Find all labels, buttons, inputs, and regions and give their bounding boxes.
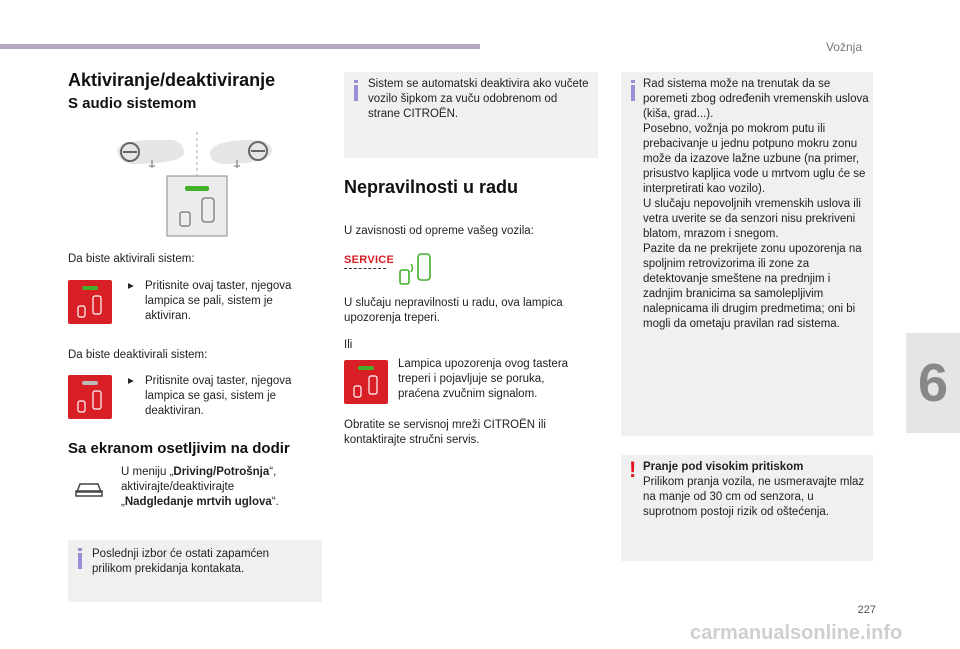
weather-note: Rad sistema može na trenutak da se poremeti zbog određenih vremenskih uslova (kiša, grad...). Posebno, vožnja po mokrom putu ili prebacivanje u jednu potpuno mokru zonu može da izazove lažne uzbune (na primer, prisustvo kapljica vode u mrtvom uglu će se interpretirati kao vozilo). U slučaju nepovoljnih vremenskih uslova ili vetra uverite se da senzori nisu prekriveni blatom, mrazom i snegom. Pazite da ne prekrijete zonu upozorenja na spoljnim retrovizorima ili zone za detektovanje smeštene na prednjim i zadnjim branicima sa samolepljivim nalepnicama ili drugim predmetima; oni bi mogli da ometaju pravilan rad sistema. xyxy=(643,78,869,330)
menu-blind-spot: Nadgledanje mrtvih uglova xyxy=(124,496,272,508)
blind-spot-warning-icon xyxy=(396,252,436,288)
malfunction-text: U slučaju nepravilnosti u radu, ova lampica upozorenja treperi. xyxy=(344,297,563,324)
car-icon xyxy=(74,478,104,500)
malfunctions-title: Nepravilnosti u radu xyxy=(344,177,519,197)
info-icon xyxy=(631,80,635,83)
activate-intro: Da biste aktivirali sistem: xyxy=(68,253,195,265)
wrench-icon xyxy=(360,260,380,280)
bullet-arrow-icon-2: ▸ xyxy=(128,375,134,387)
subtitle-audio: S audio sistemom xyxy=(68,95,197,112)
section-label: Vožnja xyxy=(825,40,862,54)
blind-spot-button-off[interactable] xyxy=(68,375,112,419)
contact-text: Obratite se servisnoj mreži CITROËN ili kontaktirajte stručni servis. xyxy=(344,419,546,446)
note-box-weather xyxy=(621,72,873,436)
blind-spot-button-warning[interactable] xyxy=(344,360,388,404)
equipment-intro: U zavisnosti od opreme vašeg vozila: xyxy=(344,225,534,237)
lamp-text: Lampica upozorenja ovog tastera treperi i pojavljuje se poruka, praćena zvučnim signalom. xyxy=(398,358,569,400)
info-icon xyxy=(78,548,82,551)
deactivate-step: Pritisnite ovaj taster, njegova lampica se gasi, sistem je deaktiviran. xyxy=(145,375,292,417)
menu-driving: Driving/Potrošnja xyxy=(173,466,270,478)
bullet-arrow-icon: ▸ xyxy=(128,280,134,292)
page-number: 227 xyxy=(857,604,876,616)
deactivate-intro: Da biste deaktivirali sistem: xyxy=(68,349,208,361)
top-decorative-bar xyxy=(0,44,480,49)
note-towing: Sistem se automatski deaktivira ako vučete vozilo šipkom za vuču odobrenom od strane CITROËN. xyxy=(368,78,589,120)
subtitle-touchscreen: Sa ekranom osetljivim na dodir xyxy=(68,440,290,457)
activate-step: Pritisnite ovaj taster, njegova lampica se pali, sistem je aktiviran. xyxy=(145,280,292,322)
or-label: Ili xyxy=(344,339,353,351)
warning-box-pressure xyxy=(621,455,873,561)
note-box-memory xyxy=(68,540,322,602)
warning-text: Prilikom pranja vozila, ne usmeravajte mlaz na manje od 30 cm od senzora, u suprotnom postoji rizik od oštećenja. xyxy=(643,476,865,518)
warning-icon: ! xyxy=(629,457,637,482)
service-icon: SERVICE xyxy=(344,254,394,276)
touchscreen-instructions: U meniju „Driving/Potrošnja“, aktivirajte/deaktivirajte „Nadgledanje mrtvih uglova“. xyxy=(121,466,279,508)
note-memory: Poslednji izbor će ostati zapamćen prilikom prekidanja kontakata. xyxy=(92,548,270,575)
note-box-towing xyxy=(344,72,598,158)
chapter-tab: 6 xyxy=(906,333,960,433)
mirror-illustration xyxy=(112,128,287,238)
page-title: Aktiviranje/deaktiviranje xyxy=(68,70,276,90)
blind-spot-button-on[interactable] xyxy=(68,280,112,324)
warning-title: Pranje pod visokim pritiskom xyxy=(643,461,804,473)
info-icon xyxy=(354,80,358,83)
watermark: carmanualsonline.info xyxy=(690,622,903,644)
